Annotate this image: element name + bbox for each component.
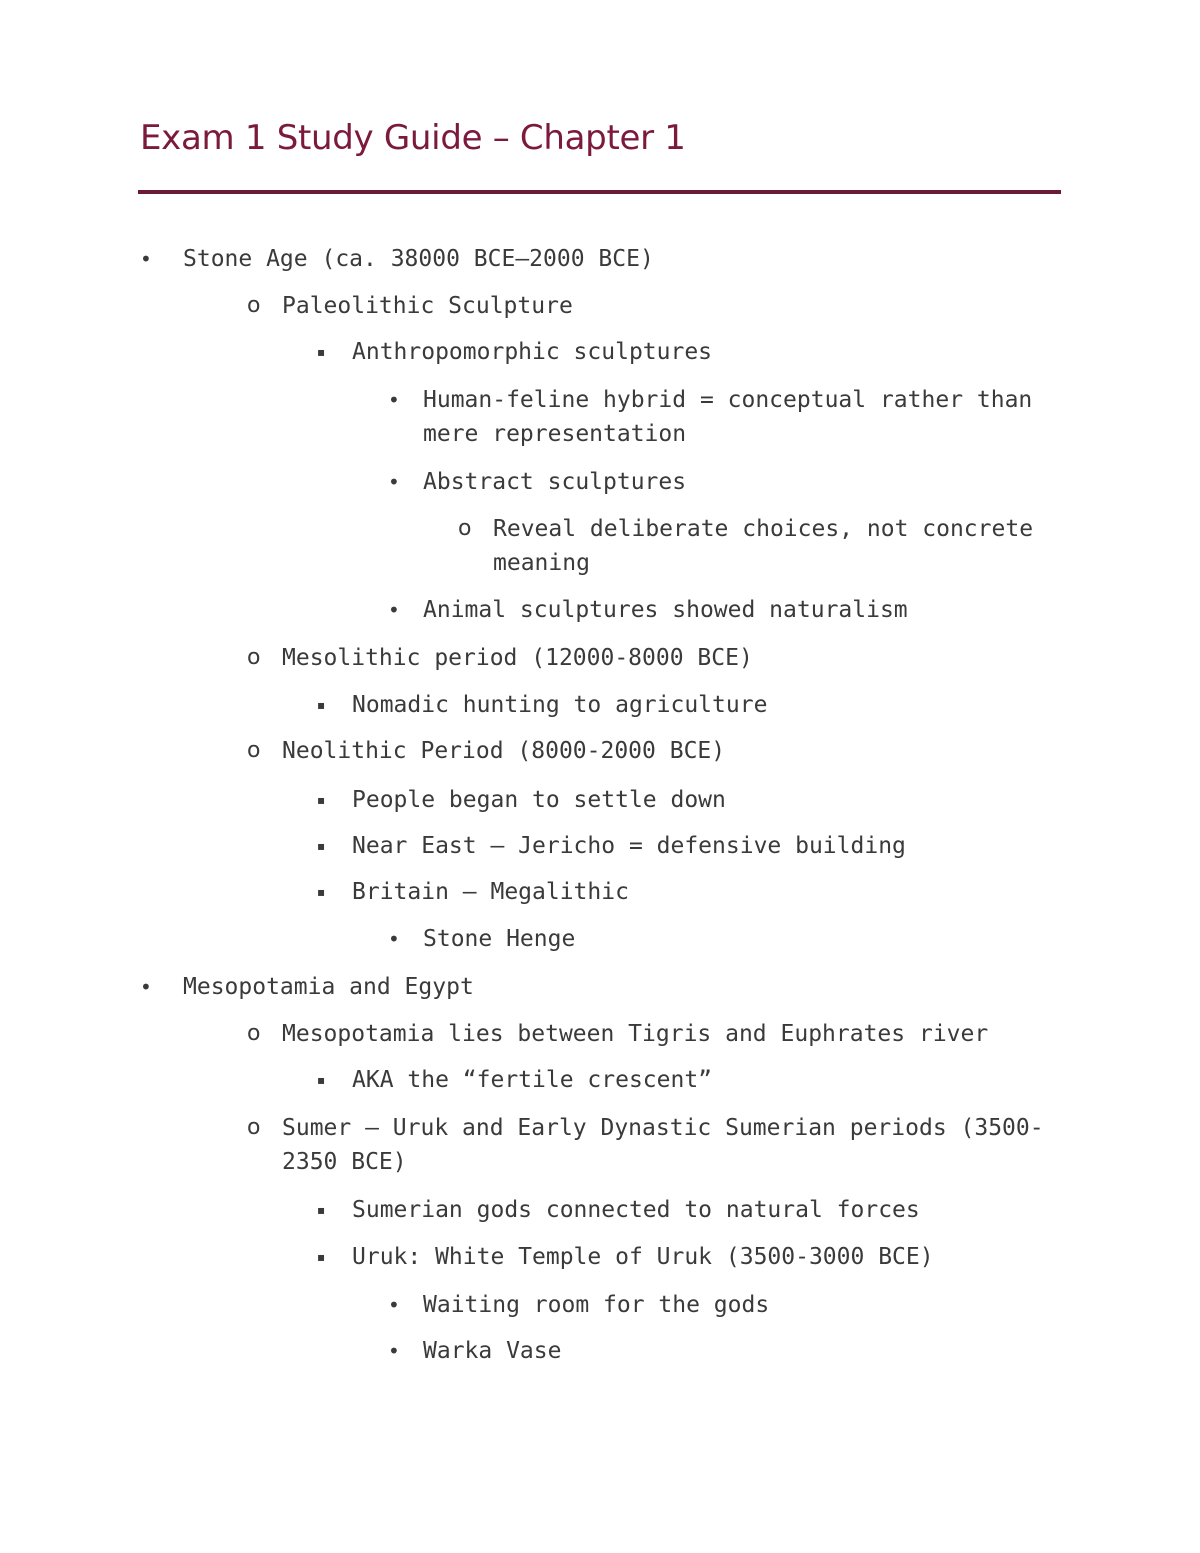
bullet-marker: o (247, 293, 261, 318)
outline-item-continuation: mere representation (423, 421, 687, 447)
outline-item: Mesopotamia and Egypt (183, 974, 474, 1000)
bullet-marker: o (247, 1021, 261, 1046)
outline-item: Britain – Megalithic (352, 879, 629, 905)
outline-item: Nomadic hunting to agriculture (352, 692, 768, 718)
bullet-marker: ▪ (317, 1073, 326, 1087)
bullet-marker: • (388, 470, 400, 494)
bullet-marker: ▪ (317, 345, 326, 359)
title-divider (138, 190, 1061, 194)
outline-item: Mesopotamia lies between Tigris and Euphrates river (282, 1021, 989, 1047)
bullet-marker: • (388, 927, 400, 951)
bullet-marker: ▪ (317, 1250, 326, 1264)
outline-item: Uruk: White Temple of Uruk (3500-3000 BCE) (352, 1244, 934, 1270)
bullet-marker: ▪ (317, 885, 326, 899)
bullet-marker: • (388, 598, 400, 622)
outline-item: Abstract sculptures (423, 469, 687, 495)
page-title: Exam 1 Study Guide – Chapter 1 (140, 118, 686, 158)
outline-item: Mesolithic period (12000-8000 BCE) (282, 645, 753, 671)
outline-item: Anthropomorphic sculptures (352, 339, 713, 365)
bullet-marker: • (388, 1339, 400, 1363)
outline-item: Human-feline hybrid = conceptual rather than (423, 387, 1033, 413)
outline-item: Stone Age (ca. 38000 BCE–2000 BCE) (183, 246, 654, 272)
bullet-marker: • (140, 247, 152, 271)
bullet-marker: • (140, 975, 152, 999)
outline-item: Warka Vase (423, 1338, 562, 1364)
bullet-marker: o (247, 1115, 261, 1140)
outline-item: Stone Henge (423, 926, 576, 952)
outline-item-continuation: 2350 BCE) (282, 1149, 407, 1175)
outline-item: Near East – Jericho = defensive building (352, 833, 906, 859)
bullet-marker: • (388, 1293, 400, 1317)
bullet-marker: ▪ (317, 698, 326, 712)
bullet-marker: o (458, 516, 472, 541)
outline-item: Neolithic Period (8000-2000 BCE) (282, 738, 726, 764)
bullet-marker: ▪ (317, 1203, 326, 1217)
outline-item: AKA the “fertile crescent” (352, 1067, 713, 1093)
outline-item: Sumer – Uruk and Early Dynastic Sumerian periods (3500- (282, 1115, 1044, 1141)
outline-item-continuation: meaning (493, 550, 590, 576)
bullet-marker: ▪ (317, 839, 326, 853)
outline-item: Reveal deliberate choices, not concrete (493, 516, 1034, 542)
bullet-marker: ▪ (317, 793, 326, 807)
bullet-marker: o (247, 738, 261, 763)
outline-item: Waiting room for the gods (423, 1292, 770, 1318)
bullet-marker: • (388, 388, 400, 412)
outline-item: Paleolithic Sculpture (282, 293, 573, 319)
outline-item: People began to settle down (352, 787, 726, 813)
outline-item: Sumerian gods connected to natural forces (352, 1197, 920, 1223)
outline-item: Animal sculptures showed naturalism (423, 597, 908, 623)
bullet-marker: o (247, 645, 261, 670)
